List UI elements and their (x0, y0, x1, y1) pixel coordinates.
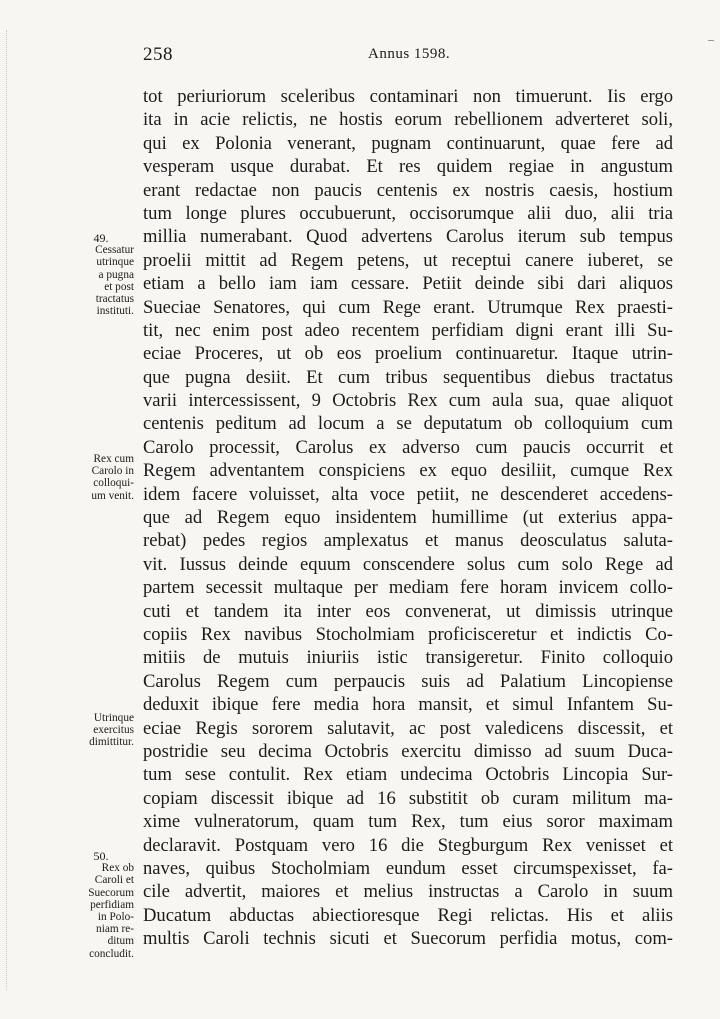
text-line: varii intercessissent, 9 Octobris Rex cum aula sua, quae aliquot (143, 390, 673, 412)
text-line: declaravit. Postquam vero 16 die Stegburgum Rex venisset et (143, 834, 673, 856)
body-text (143, 85, 673, 950)
margin-note-line: perfidiam (90, 898, 134, 911)
margin-note-line: et post (104, 280, 134, 293)
page-edge-line (6, 30, 8, 990)
text-line: copiis Rex navibus Stocholmiam proficisceretur et indictis Co- (143, 623, 673, 645)
margin-note-49 (68, 232, 134, 317)
running-title: Annus 1598. (368, 46, 451, 62)
text-line: partem secessit multaque per mediam fere horam invicem collo- (143, 577, 673, 599)
text-line: que pugna desiit. Et cum tribus sequentibus diebus tractatus (143, 366, 673, 388)
text-line: naves, quibus Stocholmiam eundum esset circumspexisset, fa- (143, 857, 673, 879)
margin-note-line: instituti. (96, 305, 134, 318)
margin-note-line: ditum (107, 935, 134, 948)
text-line: qui ex Polonia venerant, pugnam continuarunt, quae fere ad (143, 132, 673, 154)
margin-note-50 (68, 850, 134, 960)
margin-note-line: Carolo in (91, 465, 134, 478)
text-line: eciae Proceres, ut ob eos proelium continuaretur. Itaque utrin- (143, 343, 673, 365)
text-line: mitiis de mutuis iniuriis istic transigeretur. Finito colloquio (143, 647, 673, 669)
text-line: Regem adventantem conspiciens ex equo desiliit, cumque Rex (143, 460, 673, 482)
margin-note-line: um venit. (91, 489, 134, 502)
margin-note-number: 49. (93, 231, 109, 245)
text-line: erant redactae non paucis centenis ex nostris caesis, hostium (143, 179, 673, 201)
text-line: centenis peditum ad locum a se deputatum ob colloquium cum (143, 413, 673, 435)
text-line: rebat) pedes regios amplexatus et manus deosculatus saluta- (143, 530, 673, 552)
text-line: que ad Regem equo insidentem humillime (ut exterius appa- (143, 507, 673, 529)
margin-note-line: exercitus (93, 724, 134, 737)
margin-note-line: Suecorum (88, 886, 134, 899)
text-line: multis Caroli technis sicuti et Suecorum perfidia motus, com- (143, 928, 673, 950)
text-line: tum sese contulit. Rex etiam undecima Octobris Lincopia Sur- (143, 764, 673, 786)
text-line: millia numerabant. Quod advertens Carolus iterum sub tempus (143, 226, 673, 248)
text-line: vesperam usque durabat. Et res quidem regiae in angustum (143, 156, 673, 178)
margin-note-exercitus (68, 712, 134, 749)
margin-note-colloquium (68, 453, 134, 502)
margin-note-line: colloqui- (93, 477, 134, 490)
margin-note-line: niam re- (96, 923, 134, 936)
page-header (0, 44, 720, 66)
text-line: proelii mittit ad Regem petens, ut receptui canere iuberet, se (143, 249, 673, 271)
text-line: ita in acie relictis, ne hostis eorum rebellionem adverteret soli, (143, 109, 673, 131)
text-line: deduxit ibique fere media hora mansit, et simul Infantem Su- (143, 694, 673, 716)
text-line: cile advertit, maiores et melius instructas a Carolo in suum (143, 881, 673, 903)
text-line: vit. Iussus deinde equum conscendere solus cum solo Rege ad (143, 553, 673, 575)
text-line: tot periuriorum sceleribus contaminari non timuerunt. Iis ergo (143, 86, 673, 107)
margin-note-line: a pugna (98, 268, 134, 281)
margin-note-line: utrinque (96, 256, 134, 269)
text-line: Ducatum abductas abiectioresque Regi relictas. His et aliis (143, 904, 673, 926)
text-line: xime vulneratorum, quam tum Rex, tum eius soror maximam (143, 811, 673, 833)
margin-note-line: tractatus (95, 293, 134, 306)
text-line: Sueciae Senatores, qui cum Rege erant. Utrumque Rex praesti- (143, 296, 673, 318)
text-line: tit, nec enim post adeo recentem perfidiam digni erant illi Su- (143, 319, 673, 341)
page-number: 258 (143, 44, 173, 65)
text-line: copiam discessit ibique ad 16 substitit ob curam militum ma- (143, 787, 673, 809)
text-line: Carolo processit, Carolus ex adverso cum paucis occurrit et (143, 436, 673, 458)
margin-note-line: in Polo- (97, 911, 134, 924)
margin-note-line: Caroli et (94, 874, 134, 887)
text-line: Carolus Regem cum perpaucis suis ad Palatium Lincopiense (143, 670, 673, 692)
edge-mark (708, 40, 714, 41)
margin-note-line: Rex cum (93, 453, 134, 465)
text-line: idem facere voluisset, alta voce petiit, ne descenderet accedens- (143, 483, 673, 505)
margin-note-line: Utrinque (93, 712, 134, 724)
text-line: eciae Regis sororem salutavit, ac post valedicens discessit, et (143, 717, 673, 739)
margin-note-line: Cessatur (95, 244, 134, 257)
margin-note-line: Rex ob (101, 862, 134, 875)
margin-note-line: concludit. (89, 947, 134, 960)
text-line: postridie seu decima Octobris exercitu dimisso ad suum Duca- (143, 740, 673, 762)
text-line: cuti et tandem ita inter eos convenerat, ut dimissis utrinque (143, 600, 673, 622)
margin-note-number: 50. (93, 849, 109, 863)
text-line: tum longe plures occubuerunt, occisorumque alii duo, alii tria (143, 202, 673, 224)
margin-note-line: dimittitur. (89, 736, 134, 749)
text-line: etiam a bello iam iam cessare. Petiit deinde sibi dari aliquos (143, 273, 673, 295)
